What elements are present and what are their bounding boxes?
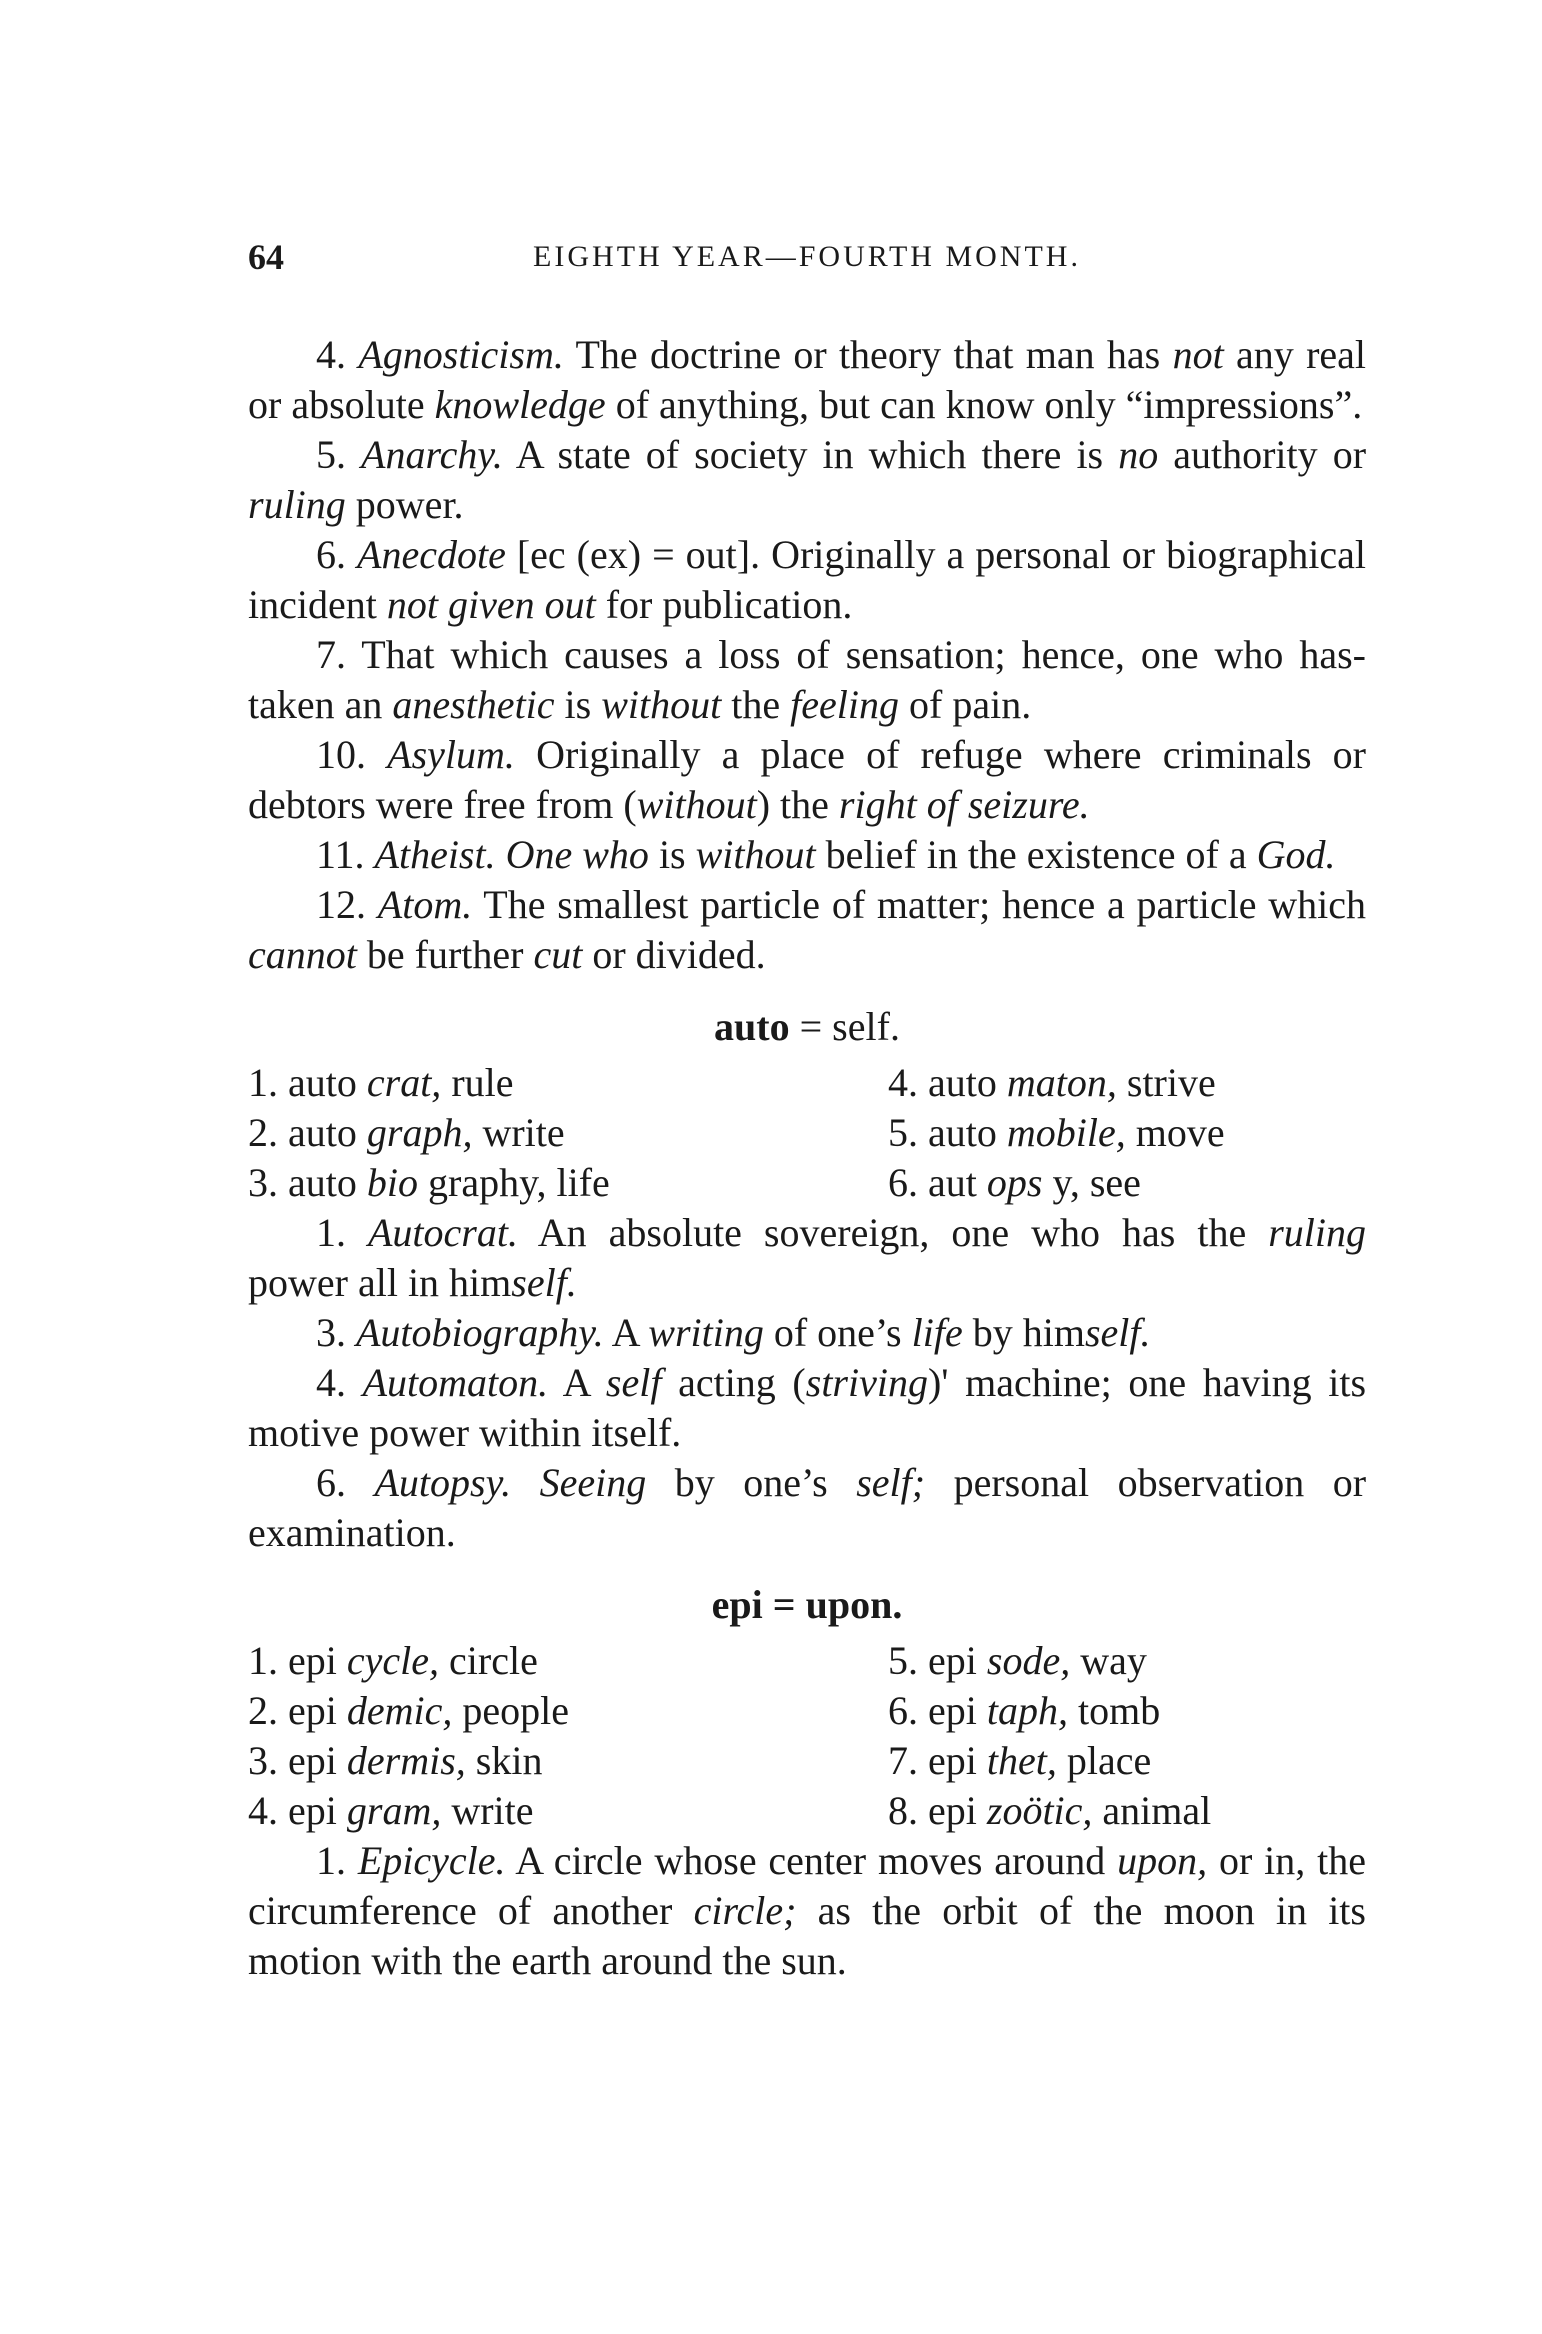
page-number: 64 — [248, 237, 284, 277]
definition-paragraph: 4. Automaton. A self acting (striving)' machine; one having its motive power within itself. — [248, 1360, 1367, 1455]
section-heading-epi: epi = upon. — [711, 1582, 903, 1627]
word-entry: 8. epi zoötic, animal — [888, 1788, 1212, 1833]
word-entry: 1. auto crat, rule — [248, 1060, 514, 1105]
book-page — [248, 232, 1366, 1986]
word-entry: 6. epi taph, tomb — [888, 1688, 1161, 1733]
definition-paragraph: 1. Autocrat. An absolute sovereign, one who has the ruling power all in himself. — [248, 1210, 1367, 1305]
definition-paragraph: 6. Autopsy. Seeing by one’s self; personal observation or examination. — [248, 1460, 1367, 1555]
definition-paragraph: 7. That which causes a loss of sensation; hence, one who has-taken an anesthetic is without the feeling of pain. — [248, 632, 1367, 727]
definition-paragraph: 3. Autobiography. A writing of one’s life by himself. — [316, 1310, 1151, 1355]
word-entry: 6. aut ops y, see — [888, 1160, 1141, 1205]
section-heading-auto: auto = self. — [714, 1004, 900, 1049]
definition-paragraph: 5. Anarchy. A state of society in which there is no authority or ruling power. — [248, 432, 1367, 527]
running-head: EIGHTH YEAR—FOURTH MONTH. — [533, 240, 1081, 273]
word-entry: 4. auto maton, strive — [888, 1060, 1216, 1105]
definition-paragraph: 12. Atom. The smallest particle of matter; hence a particle which cannot be further cut or divided. — [248, 882, 1367, 977]
word-entry: 2. auto graph, write — [248, 1110, 565, 1155]
definition-paragraph: 11. Atheist. One who is without belief in the existence of a God. — [316, 832, 1336, 877]
word-entry: 2. epi demic, people — [248, 1688, 570, 1733]
word-list-auto — [248, 1058, 1366, 1208]
word-list-epi — [248, 1636, 1366, 1836]
word-entry: 1. epi cycle, circle — [248, 1638, 538, 1683]
word-entry: 4. epi gram, write — [248, 1788, 534, 1833]
word-entry: 3. epi dermis, skin — [248, 1738, 543, 1783]
word-entry: 7. epi thet, place — [888, 1738, 1152, 1783]
definition-paragraph: 1. Epicycle. A circle whose center moves around upon, or in, the circumference of another circle; as the orbit of the moon in its motion with the earth around the sun. — [248, 1838, 1367, 1983]
word-entry: 5. auto mobile, move — [888, 1110, 1225, 1155]
definition-paragraph: 10. Asylum. Originally a place of refuge where criminals or debtors were free from (without) the right of seizure. — [248, 732, 1367, 827]
definition-paragraph: 6. Anecdote [ec (ex) = out]. Originally a personal or biographical incident not given out for publication. — [248, 532, 1367, 627]
definition-paragraph: 4. Agnosticism. The doctrine or theory that man has not any real or absolute knowledge of anything, but can know only “impressions”. — [248, 332, 1367, 427]
word-entry: 5. epi sode, way — [888, 1638, 1147, 1683]
page-header — [248, 232, 1366, 282]
word-entry: 3. auto bio graphy, life — [248, 1160, 610, 1205]
